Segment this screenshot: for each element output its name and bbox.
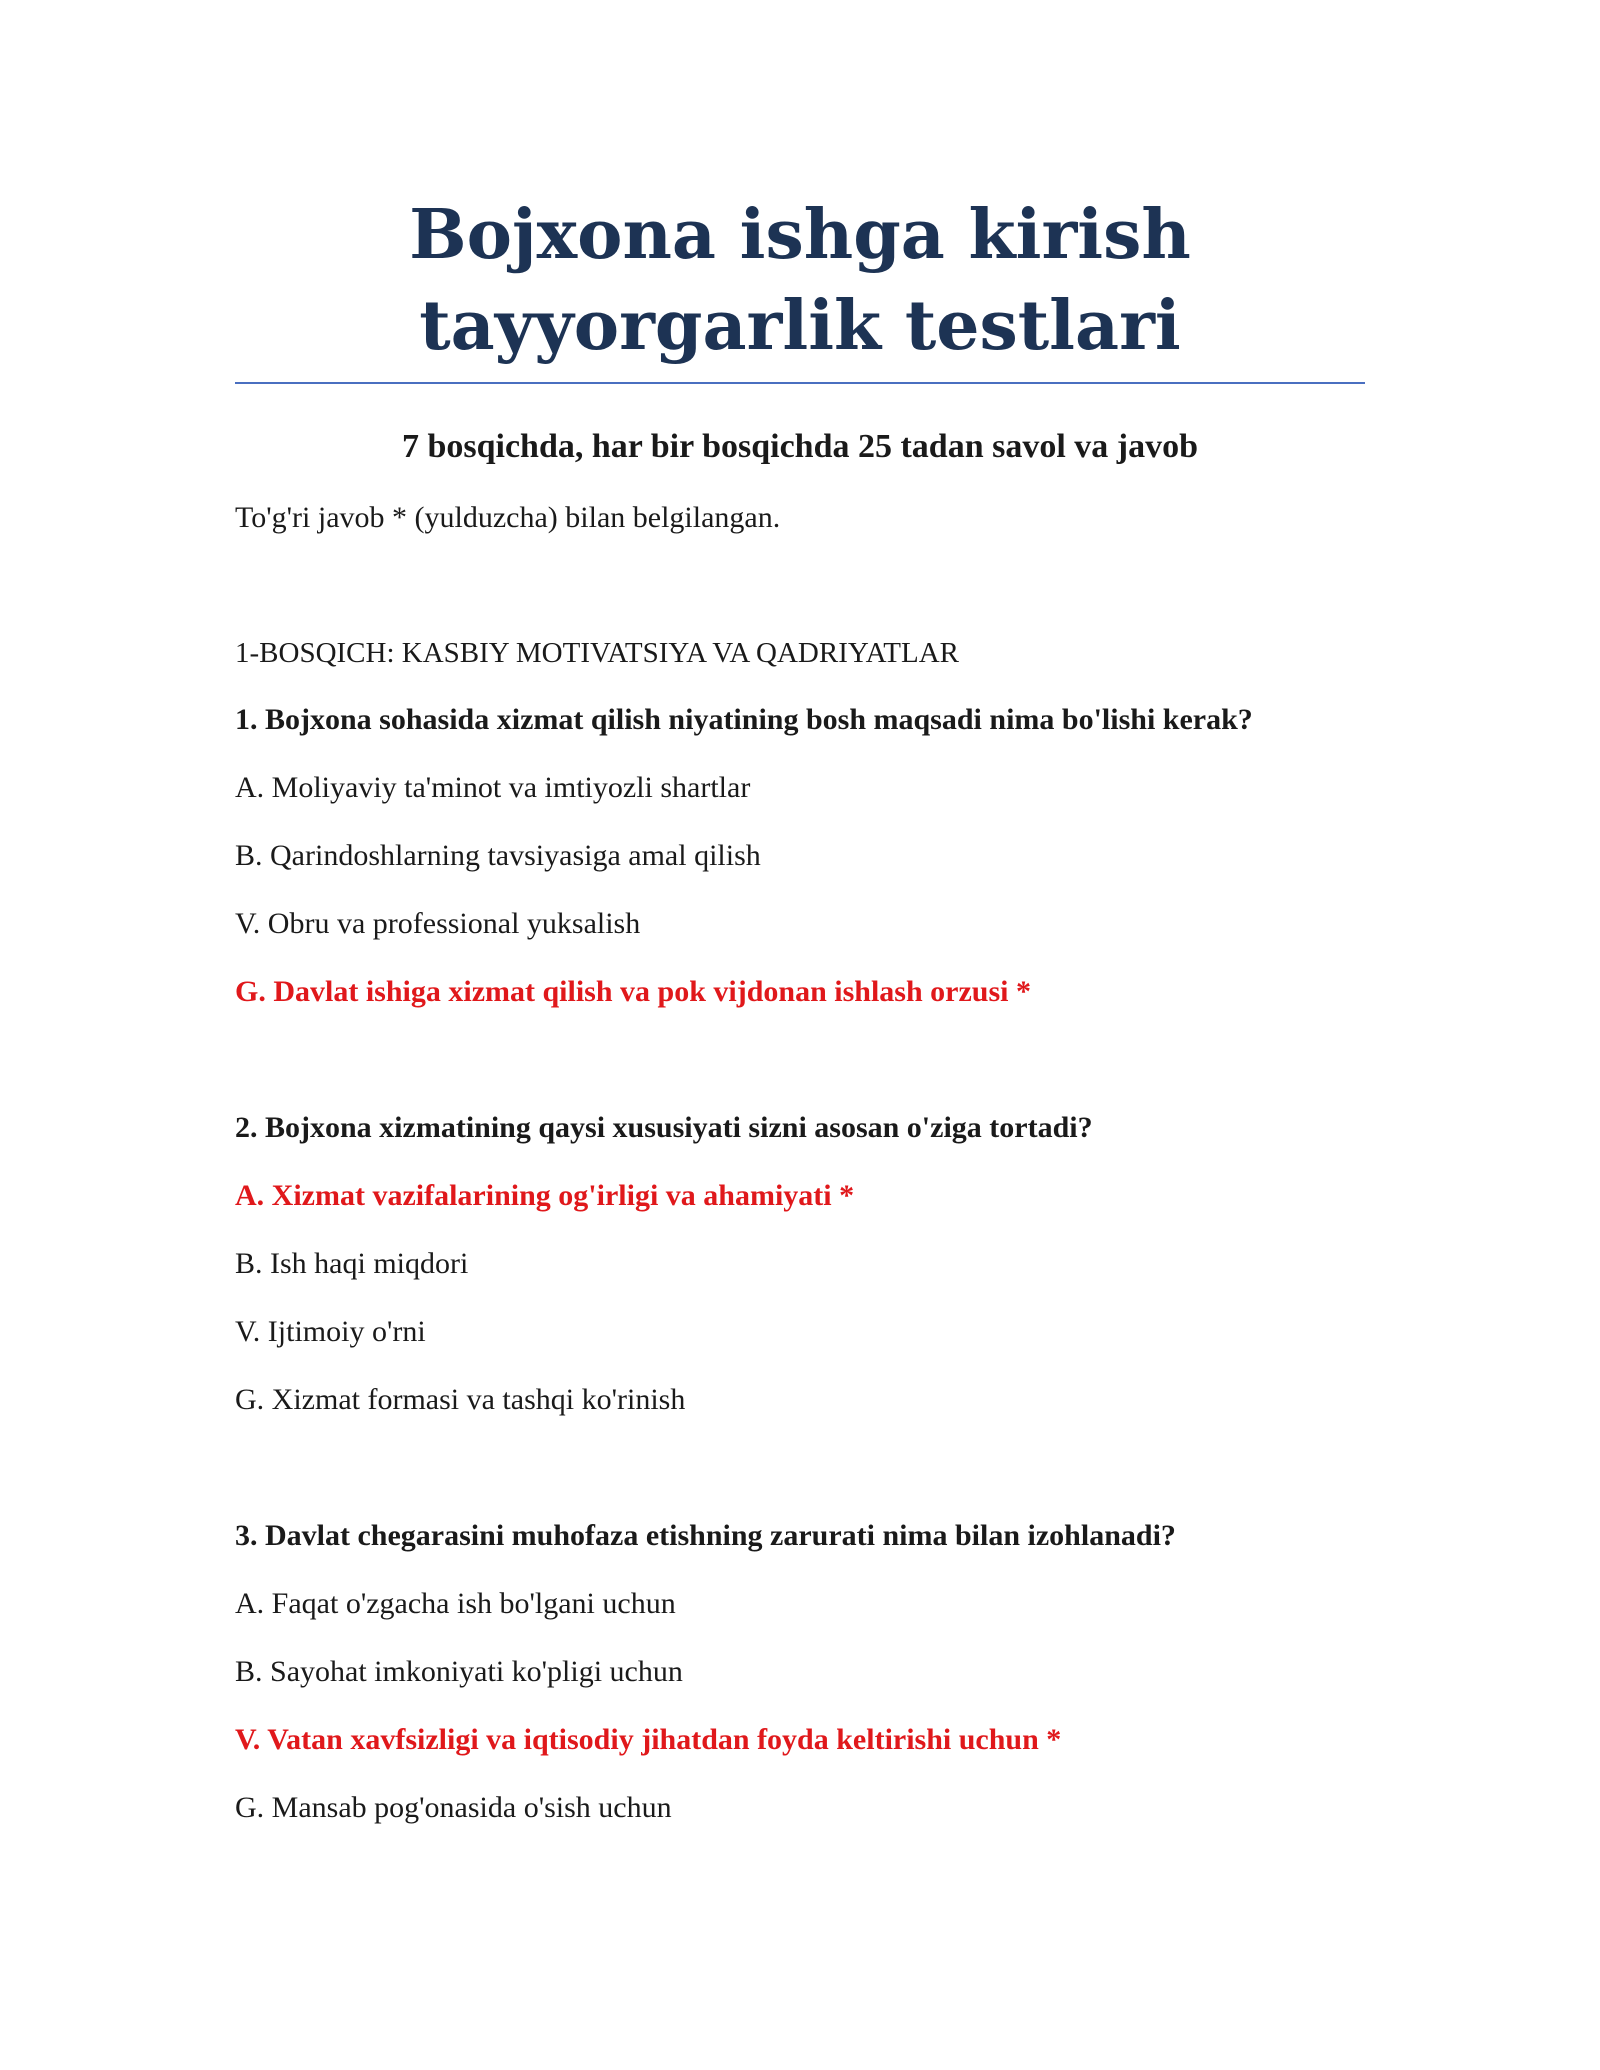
question-block-1	[235, 698, 1253, 1014]
answer-option: V. Ijtimoiy o'rni	[235, 1315, 426, 1348]
question-text: 2. Bojxona xizmatining qaysi xususiyati sizni asosan o'ziga tortadi?	[235, 1111, 1093, 1144]
answer-option: A. Moliyaviy ta'minot va imtiyozli shartlar	[235, 771, 751, 804]
question-block-2	[235, 1106, 1093, 1422]
answer-option: G. Xizmat formasi va tashqi ko'rinish	[235, 1383, 686, 1416]
question-block-3	[235, 1514, 1176, 1830]
answer-option: A. Faqat o'zgacha ish bo'lgani uchun	[235, 1587, 676, 1620]
document-subtitle: 7 bosqichda, har bir bosqichda 25 tadan savol va javob	[401, 428, 1199, 465]
title-line-2: tayyorgarlik testlari	[419, 286, 1181, 366]
answer-option: B. Qarindoshlarning tavsiyasiga amal qilish	[235, 839, 761, 872]
answer-option: B. Sayohat imkoniyati ko'pligi uchun	[235, 1655, 683, 1688]
answer-key-note: To'g'ri javob * (yulduzcha) bilan belgilangan.	[235, 501, 781, 534]
section-heading: 1-BOSQICH: KASBIY MOTIVATSIYA VA QADRIYATLAR	[235, 637, 960, 669]
answer-option: B. Ish haqi miqdori	[235, 1247, 469, 1280]
answer-option: V. Obru va professional yuksalish	[235, 907, 641, 940]
correct-answer-option: V. Vatan xavfsizligi va iqtisodiy jihatdan foyda keltirishi uchun *	[235, 1723, 1062, 1756]
title-line-1: Bojxona ishga kirish	[409, 195, 1191, 275]
answer-option: G. Mansab pog'onasida o'sish uchun	[235, 1791, 672, 1824]
question-text: 3. Davlat chegarasini muhofaza etishning zarurati nima bilan izohlanadi?	[235, 1519, 1176, 1552]
correct-answer-option: A. Xizmat vazifalarining og'irligi va ahamiyati *	[235, 1179, 855, 1212]
question-text: 1. Bojxona sohasida xizmat qilish niyatining bosh maqsadi nima bo'lishi kerak?	[235, 703, 1253, 736]
title-underline-divider	[235, 382, 1365, 384]
correct-answer-option: G. Davlat ishiga xizmat qilish va pok vijdonan ishlash orzusi *	[235, 975, 1031, 1008]
document-title	[235, 190, 1365, 372]
